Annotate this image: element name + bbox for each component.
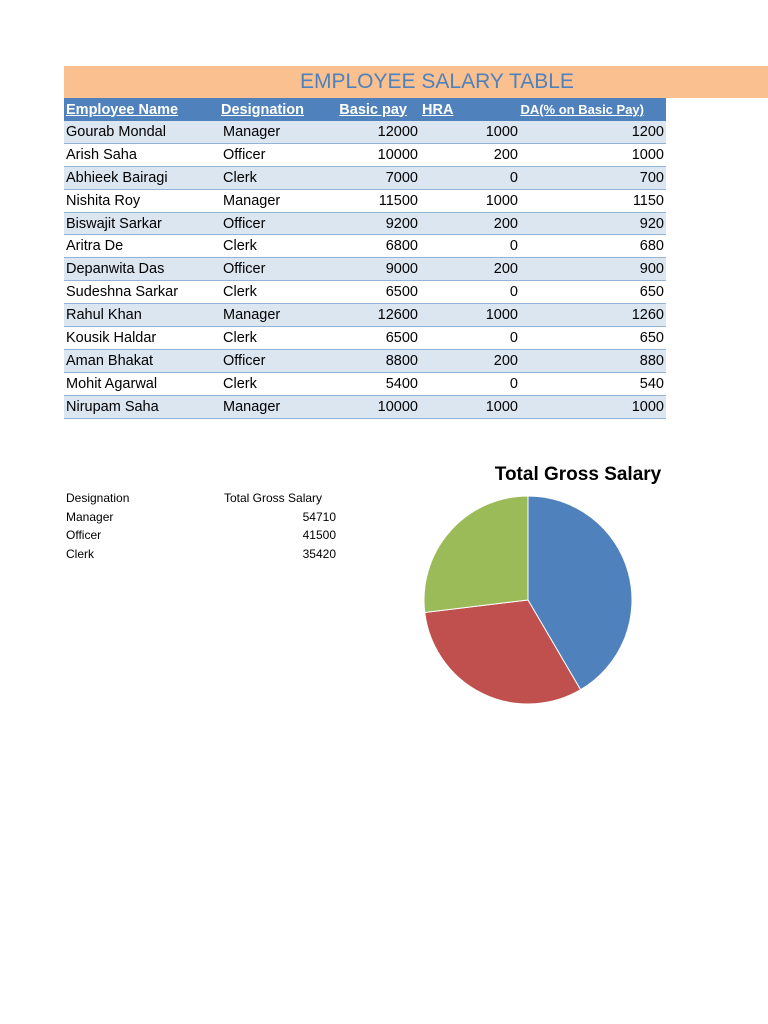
summary-row	[66, 545, 336, 564]
cell-employee-name[interactable]: Nishita Roy	[64, 189, 221, 212]
cell-da[interactable]: 680	[520, 235, 666, 258]
pie-chart	[418, 496, 638, 706]
cell-designation[interactable]: Officer	[221, 212, 333, 235]
cell-designation[interactable]: Clerk	[221, 281, 333, 304]
cell-designation[interactable]: Manager	[221, 395, 333, 418]
cell-da[interactable]: 920	[520, 212, 666, 235]
cell-employee-name[interactable]: Kousik Haldar	[64, 327, 221, 350]
header-designation[interactable]: Designation	[221, 98, 333, 121]
summary-designation: Manager	[66, 509, 114, 524]
table-row	[64, 235, 666, 258]
summary-header-designation: Designation	[66, 491, 130, 505]
summary-designation: Officer	[66, 528, 102, 542]
cell-da[interactable]: 1000	[520, 395, 666, 418]
summary-header-total: Total Gross Salary	[224, 491, 323, 505]
cell-basic-pay[interactable]: 12600	[333, 304, 420, 327]
header-hra[interactable]: HRA	[420, 98, 520, 121]
cell-designation[interactable]: Manager	[221, 121, 333, 143]
cell-hra[interactable]: 0	[420, 235, 520, 258]
cell-employee-name[interactable]: Abhieek Bairagi	[64, 166, 221, 189]
cell-basic-pay[interactable]: 5400	[333, 372, 420, 395]
pie-slice-clerk	[424, 496, 528, 612]
cell-basic-pay[interactable]: 12000	[333, 121, 420, 143]
cell-designation[interactable]: Clerk	[221, 235, 333, 258]
summary-table	[66, 489, 336, 563]
cell-hra[interactable]: 0	[420, 281, 520, 304]
cell-designation[interactable]: Officer	[221, 258, 333, 281]
header-basic-pay[interactable]: Basic pay	[333, 98, 420, 121]
summary-total: 35420	[302, 546, 336, 561]
cell-basic-pay[interactable]: 8800	[333, 349, 420, 372]
cell-hra[interactable]: 200	[420, 349, 520, 372]
cell-employee-name[interactable]: Sudeshna Sarkar	[64, 281, 221, 304]
header-employee-name[interactable]: Employee Name	[64, 98, 221, 121]
cell-hra[interactable]: 0	[420, 372, 520, 395]
table-row	[64, 327, 666, 350]
cell-designation[interactable]: Manager	[221, 304, 333, 327]
cell-hra[interactable]: 200	[420, 212, 520, 235]
cell-employee-name[interactable]: Gourab Mondal	[64, 121, 221, 143]
cell-basic-pay[interactable]: 6500	[333, 281, 420, 304]
cell-basic-pay[interactable]: 10000	[333, 395, 420, 418]
table-row	[64, 166, 666, 189]
summary-total: 54710	[302, 509, 336, 524]
cell-da[interactable]: 900	[520, 258, 666, 281]
summary-header-row	[66, 489, 336, 508]
table-title-bar	[64, 66, 768, 98]
cell-designation[interactable]: Clerk	[221, 327, 333, 350]
cell-da[interactable]: 700	[520, 166, 666, 189]
table-row	[64, 189, 666, 212]
cell-designation[interactable]: Clerk	[221, 372, 333, 395]
cell-da[interactable]: 1000	[520, 143, 666, 166]
cell-designation[interactable]: Clerk	[221, 166, 333, 189]
cell-basic-pay[interactable]: 6800	[333, 235, 420, 258]
table-row	[64, 121, 666, 143]
cell-basic-pay[interactable]: 7000	[333, 166, 420, 189]
table-row	[64, 258, 666, 281]
cell-da[interactable]: 1150	[520, 189, 666, 212]
cell-employee-name[interactable]: Biswajit Sarkar	[64, 212, 221, 235]
cell-da[interactable]: 1200	[520, 121, 666, 143]
cell-basic-pay[interactable]: 10000	[333, 143, 420, 166]
header-da[interactable]: DA(% on Basic Pay)	[520, 98, 666, 121]
table-row	[64, 349, 666, 372]
cell-designation[interactable]: Officer	[221, 143, 333, 166]
summary-total: 41500	[302, 528, 336, 542]
cell-da[interactable]: 880	[520, 349, 666, 372]
cell-basic-pay[interactable]: 9200	[333, 212, 420, 235]
cell-hra[interactable]: 0	[420, 166, 520, 189]
cell-da[interactable]: 650	[520, 281, 666, 304]
cell-hra[interactable]: 200	[420, 143, 520, 166]
cell-da[interactable]: 650	[520, 327, 666, 350]
cell-employee-name[interactable]: Rahul Khan	[64, 304, 221, 327]
salary-table	[64, 98, 666, 419]
chart-title: Total Gross Salary	[494, 464, 662, 485]
cell-employee-name[interactable]: Depanwita Das	[64, 258, 221, 281]
cell-hra[interactable]: 1000	[420, 189, 520, 212]
cell-designation[interactable]: Officer	[221, 349, 333, 372]
table-title: EMPLOYEE SALARY TABLE	[300, 70, 574, 93]
table-row	[64, 281, 666, 304]
cell-employee-name[interactable]: Nirupam Saha	[64, 395, 221, 418]
cell-employee-name[interactable]: Arish Saha	[64, 143, 221, 166]
cell-hra[interactable]: 200	[420, 258, 520, 281]
cell-hra[interactable]: 0	[420, 327, 520, 350]
header-row	[64, 98, 666, 121]
cell-basic-pay[interactable]: 9000	[333, 258, 420, 281]
cell-da[interactable]: 540	[520, 372, 666, 395]
table-row	[64, 372, 666, 395]
table-row	[64, 212, 666, 235]
cell-basic-pay[interactable]: 11500	[333, 189, 420, 212]
cell-basic-pay[interactable]: 6500	[333, 327, 420, 350]
table-row	[64, 395, 666, 418]
summary-row	[66, 508, 336, 527]
summary-row	[66, 526, 336, 545]
summary-designation: Clerk	[66, 546, 95, 561]
cell-hra[interactable]: 1000	[420, 121, 520, 143]
cell-designation[interactable]: Manager	[221, 189, 333, 212]
cell-hra[interactable]: 1000	[420, 395, 520, 418]
cell-da[interactable]: 1260	[520, 304, 666, 327]
table-row	[64, 304, 666, 327]
salary-table-body	[64, 121, 666, 418]
table-row	[64, 143, 666, 166]
cell-employee-name[interactable]: Aman Bhakat	[64, 349, 221, 372]
cell-employee-name[interactable]: Mohit Agarwal	[64, 372, 221, 395]
cell-employee-name[interactable]: Aritra De	[64, 235, 221, 258]
cell-hra[interactable]: 1000	[420, 304, 520, 327]
